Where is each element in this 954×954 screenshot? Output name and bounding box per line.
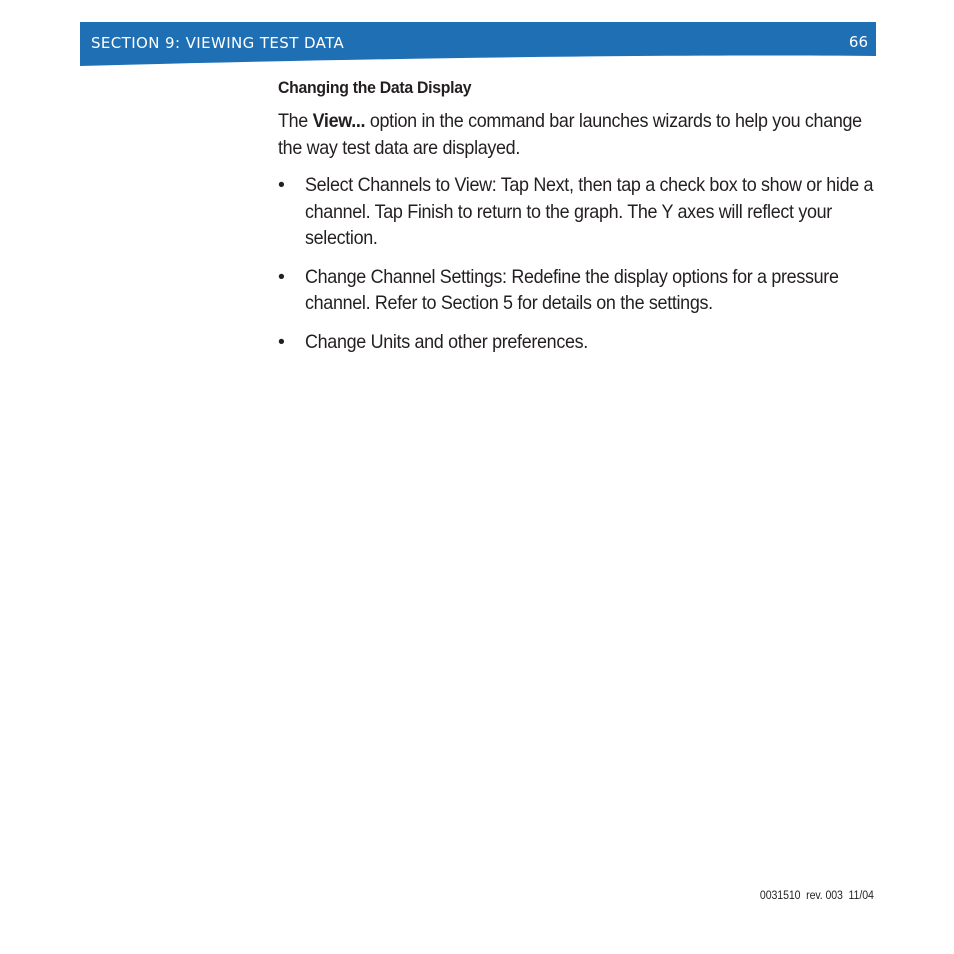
bullet-icon: •	[278, 265, 285, 288]
bullet-icon: •	[278, 174, 285, 196]
intro-text-after: option in the command bar launches wizards to help you change the way test data are displayed.	[278, 110, 862, 159]
list-item	[278, 264, 878, 317]
section-title: SECTION 9: VIEWING TEST DATA	[91, 34, 345, 52]
page-number: 66	[848, 33, 868, 51]
intro-view-option: View...	[312, 110, 366, 132]
list-item	[278, 329, 878, 356]
page-content	[278, 78, 878, 367]
section-header-band	[80, 22, 876, 66]
list-item-text: Change Units and other preferences.	[305, 330, 588, 353]
list-item	[278, 172, 878, 252]
section-heading: Changing the Data Display	[278, 78, 472, 97]
document-revision-code: 0031510 rev. 003 11/04	[760, 890, 874, 902]
intro-paragraph	[278, 108, 876, 162]
intro-text-before: The	[278, 110, 313, 132]
options-list	[278, 172, 878, 355]
list-item-text: Change Channel Settings: Redefine the display options for a pressure channel. Refer to Section 5 for details on the settings.	[305, 265, 839, 314]
bullet-icon: •	[278, 330, 285, 353]
list-item-text: Select Channels to View: Tap Next, then tap a check box to show or hide a channel. Tap Finish to return to the graph. The Y axes will reflect your selection.	[305, 174, 874, 249]
